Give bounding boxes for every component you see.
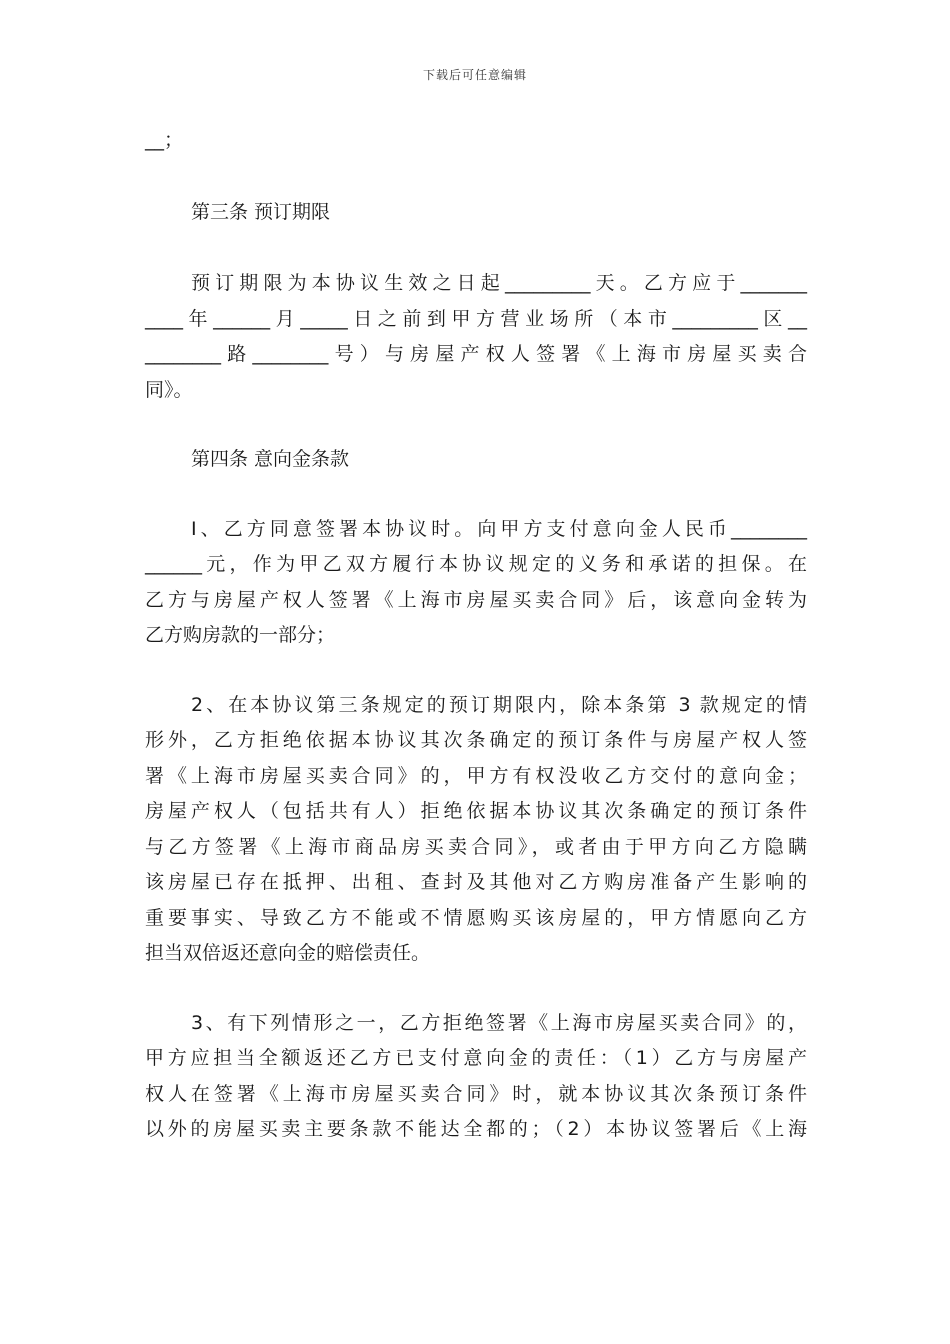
- text-line: ____年______月_____日之前到甲方营业场所（本市_________区__: [145, 307, 807, 330]
- text-line: 担当双倍返还意向金的赔偿责任。: [145, 942, 431, 964]
- text-line: __；: [145, 129, 184, 151]
- text-line: I、乙方同意签署本协议时。向甲方支付意向金人民币________: [191, 517, 807, 540]
- text-line: ________路________号）与房屋产权人签署《上海市房屋买卖合: [145, 343, 807, 365]
- heading-line: 第三条 预订期限: [191, 200, 331, 223]
- paragraph-clause-2: [145, 688, 807, 972]
- page-header: 下载后可任意编辑: [422, 68, 527, 82]
- text-line: 重要事实、导致乙方不能或不情愿购买该房屋的，甲方情愿向乙方: [145, 906, 807, 929]
- text-line: 2、在本协议第三条规定的预订期限内，除本条第 3 款规定的情: [191, 693, 807, 716]
- text-line: 乙方购房款的一部分；: [145, 624, 336, 646]
- text-line: 乙方与房屋产权人签署《上海市房屋买卖合同》后，该意向金转为: [145, 588, 807, 611]
- text-line: 权人在签署《上海市房屋买卖合同》时，就本协议其次条预订条件: [145, 1082, 807, 1105]
- text-line: 以外的房屋买卖主要条款不能达全都的；（2）本协议签署后《上海: [145, 1118, 807, 1140]
- paragraph-clause-1: [145, 512, 807, 654]
- paragraph-clause-3: [145, 1006, 807, 1148]
- heading-line: 第四条 意向金条款: [191, 448, 350, 470]
- article-3-title: [145, 195, 807, 231]
- text-line: 预订期限为本协议生效之日起_________天。乙方应于_______: [191, 272, 807, 294]
- text-line: 署《上海市房屋买卖合同》的，甲方有权没收乙方交付的意向金；: [145, 764, 807, 787]
- text-line: 甲方应担当全额返还乙方已支付意向金的责任：（1）乙方与房屋产: [145, 1047, 807, 1069]
- article-4-title: [145, 442, 807, 478]
- paragraph-continuation: [145, 123, 807, 159]
- text-line: 该房屋已存在抵押、出租、查封及其他对乙方购房准备产生影响的: [145, 871, 807, 893]
- text-line: ______元，作为甲乙双方履行本协议规定的义务和承诺的担保。在: [145, 553, 807, 575]
- text-line: 房屋产权人（包括共有人）拒绝依据本协议其次条确定的预订条件: [145, 800, 807, 822]
- text-line: 形外，乙方拒绝依据本协议其次条确定的预订条件与房屋产权人签: [145, 729, 807, 751]
- text-line: 3、有下列情形之一，乙方拒绝签署《上海市房屋买卖合同》的，: [191, 1011, 807, 1034]
- text-line: 同》。: [145, 378, 193, 401]
- paragraph-booking-period: [145, 266, 807, 408]
- text-line: 与乙方签署《上海市商品房买卖合同》，或者由于甲方向乙方隐瞒: [145, 835, 807, 858]
- document-body: [145, 123, 807, 1148]
